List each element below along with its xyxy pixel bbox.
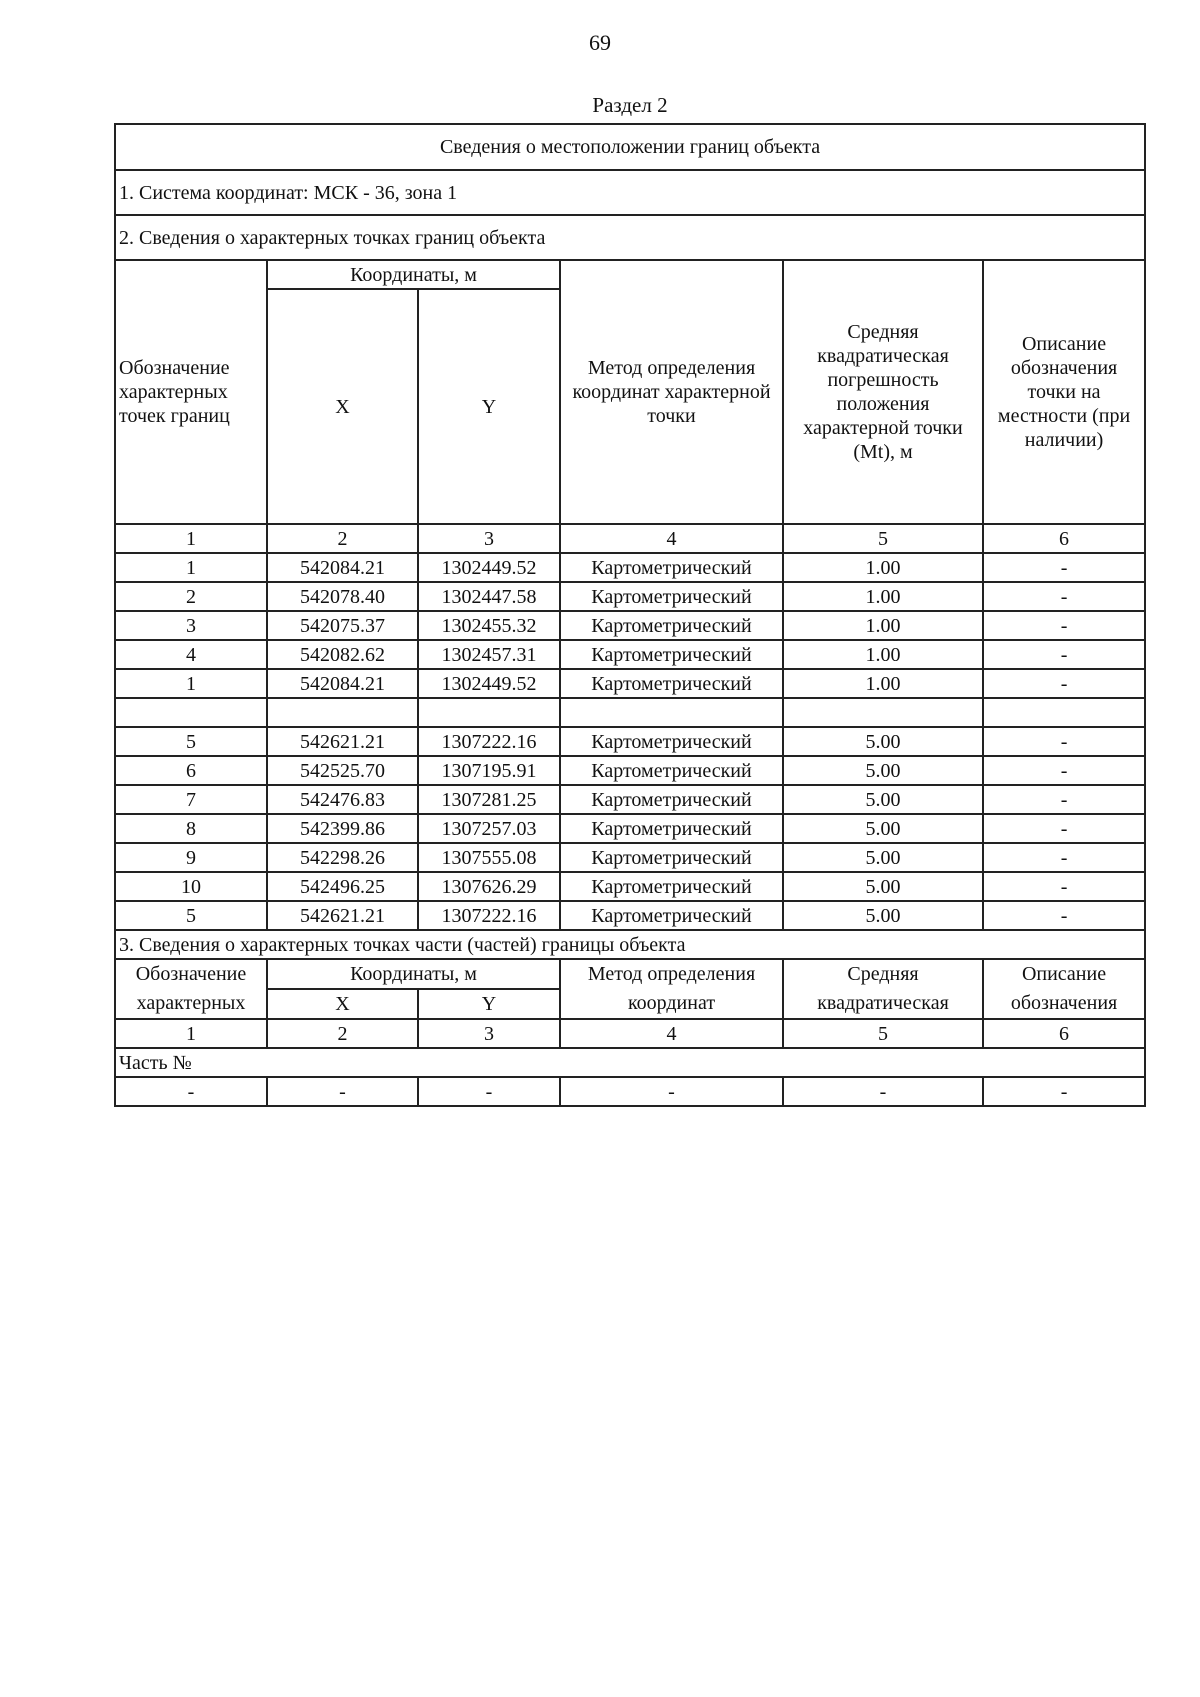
cell-2: 542075.37 <box>267 611 418 640</box>
cell-6: - <box>983 640 1145 669</box>
cell-2: 542525.70 <box>267 756 418 785</box>
cell-1: 1 <box>115 553 267 582</box>
header-error: Средняя квадратическая погрешность положения характерной точки (Mt), м <box>783 260 983 524</box>
cell-1: 2 <box>115 582 267 611</box>
table-row <box>115 785 1145 814</box>
cell-2 <box>267 698 418 727</box>
header-description: Описание обозначения точки на местности (при наличии) <box>983 260 1145 524</box>
cell-2: 542078.40 <box>267 582 418 611</box>
table-row <box>115 640 1145 669</box>
cell-5: 1.00 <box>783 582 983 611</box>
cell-4: Картометрический <box>560 756 783 785</box>
column-numbers-row <box>115 524 1145 553</box>
cell-2: 542399.86 <box>267 814 418 843</box>
cell-3 <box>418 698 560 727</box>
cell-2: 542496.25 <box>267 872 418 901</box>
header-coordinates: Координаты, м <box>267 260 560 289</box>
part-cell-4: - <box>560 1077 783 1106</box>
part-cell-6: - <box>983 1077 1145 1106</box>
parts-header-error: Средняя квадратическая <box>783 959 983 1019</box>
cell-1: 5 <box>115 901 267 930</box>
cell-3: 1307555.08 <box>418 843 560 872</box>
part-label: Часть № <box>115 1048 1145 1077</box>
cell-3: 1307195.91 <box>418 756 560 785</box>
cell-1: 4 <box>115 640 267 669</box>
cell-6: - <box>983 611 1145 640</box>
column-number-2: 2 <box>267 524 418 553</box>
boundary-table <box>114 123 1146 1107</box>
cell-4: Картометрический <box>560 872 783 901</box>
parts-column-number-3: 3 <box>418 1019 560 1048</box>
cell-3: 1307626.29 <box>418 872 560 901</box>
table-row <box>115 814 1145 843</box>
cell-1: 3 <box>115 611 267 640</box>
cell-2: 542621.21 <box>267 727 418 756</box>
parts-header-coordinates: Координаты, м <box>267 959 560 989</box>
cell-2: 542084.21 <box>267 553 418 582</box>
parts-header-method: Метод определения координат <box>560 959 783 1019</box>
cell-5: 5.00 <box>783 727 983 756</box>
section-points-heading: 2. Сведения о характерных точках границ объекта <box>115 215 1145 260</box>
part-row <box>115 1077 1145 1106</box>
column-number-6: 6 <box>983 524 1145 553</box>
cell-4: Картометрический <box>560 727 783 756</box>
column-number-1: 1 <box>115 524 267 553</box>
cell-3: 1307257.03 <box>418 814 560 843</box>
cell-5: 5.00 <box>783 814 983 843</box>
cell-6: - <box>983 901 1145 930</box>
cell-4: Картометрический <box>560 553 783 582</box>
cell-2: 542084.21 <box>267 669 418 698</box>
cell-5: 1.00 <box>783 611 983 640</box>
cell-1: 10 <box>115 872 267 901</box>
header-method: Метод определения координат характерной точки <box>560 260 783 524</box>
header-y: Y <box>418 289 560 524</box>
cell-4: Картометрический <box>560 640 783 669</box>
parts-header-x: X <box>267 989 418 1019</box>
part-cell-2: - <box>267 1077 418 1106</box>
part-cell-5: - <box>783 1077 983 1106</box>
table-row <box>115 843 1145 872</box>
cell-4 <box>560 698 783 727</box>
cell-2: 542298.26 <box>267 843 418 872</box>
cell-4: Картометрический <box>560 582 783 611</box>
cell-4: Картометрический <box>560 901 783 930</box>
parts-column-number-5: 5 <box>783 1019 983 1048</box>
table-title: Сведения о местоположении границ объекта <box>115 124 1145 170</box>
cell-3: 1302449.52 <box>418 553 560 582</box>
column-number-3: 3 <box>418 524 560 553</box>
parts-header-description: Описание обозначения <box>983 959 1145 1019</box>
table-row <box>115 698 1145 727</box>
cell-6: - <box>983 669 1145 698</box>
cell-3: 1307281.25 <box>418 785 560 814</box>
cell-5: 5.00 <box>783 785 983 814</box>
cell-4: Картометрический <box>560 611 783 640</box>
cell-6 <box>983 698 1145 727</box>
cell-6: - <box>983 843 1145 872</box>
table-row <box>115 582 1145 611</box>
cell-5: 5.00 <box>783 756 983 785</box>
cell-5: 5.00 <box>783 901 983 930</box>
part-cell-3: - <box>418 1077 560 1106</box>
table-row <box>115 553 1145 582</box>
cell-6: - <box>983 727 1145 756</box>
column-number-4: 4 <box>560 524 783 553</box>
cell-2: 542476.83 <box>267 785 418 814</box>
cell-2: 542082.62 <box>267 640 418 669</box>
parts-column-number-6: 6 <box>983 1019 1145 1048</box>
cell-2: 542621.21 <box>267 901 418 930</box>
parts-column-number-1: 1 <box>115 1019 267 1048</box>
cell-3: 1302447.58 <box>418 582 560 611</box>
header-x: X <box>267 289 418 524</box>
cell-1 <box>115 698 267 727</box>
parts-column-number-4: 4 <box>560 1019 783 1048</box>
coordinate-system: 1. Система координат: МСК - 36, зона 1 <box>115 170 1145 215</box>
cell-4: Картометрический <box>560 669 783 698</box>
cell-3: 1302455.32 <box>418 611 560 640</box>
cell-3: 1302449.52 <box>418 669 560 698</box>
table-row <box>115 669 1145 698</box>
cell-3: 1302457.31 <box>418 640 560 669</box>
parts-header-y: Y <box>418 989 560 1019</box>
cell-1: 8 <box>115 814 267 843</box>
table-row <box>115 727 1145 756</box>
cell-6: - <box>983 553 1145 582</box>
cell-5 <box>783 698 983 727</box>
cell-1: 1 <box>115 669 267 698</box>
cell-6: - <box>983 582 1145 611</box>
table-row <box>115 901 1145 930</box>
cell-1: 7 <box>115 785 267 814</box>
section-parts-heading: 3. Сведения о характерных точках части (частей) границы объекта <box>115 930 1145 959</box>
cell-1: 5 <box>115 727 267 756</box>
header-designation: Обозначение характерных точек границ <box>115 260 267 524</box>
column-number-5: 5 <box>783 524 983 553</box>
page-number: 69 <box>589 30 611 55</box>
parts-column-numbers-row <box>115 1019 1145 1048</box>
cell-4: Картометрический <box>560 814 783 843</box>
cell-5: 5.00 <box>783 872 983 901</box>
cell-5: 5.00 <box>783 843 983 872</box>
cell-4: Картометрический <box>560 843 783 872</box>
part-cell-1: - <box>115 1077 267 1106</box>
cell-3: 1307222.16 <box>418 901 560 930</box>
cell-3: 1307222.16 <box>418 727 560 756</box>
cell-4: Картометрический <box>560 785 783 814</box>
cell-5: 1.00 <box>783 669 983 698</box>
section-title: Раздел 2 <box>592 93 668 117</box>
cell-1: 9 <box>115 843 267 872</box>
parts-column-number-2: 2 <box>267 1019 418 1048</box>
cell-5: 1.00 <box>783 640 983 669</box>
cell-6: - <box>983 785 1145 814</box>
cell-6: - <box>983 814 1145 843</box>
table-row <box>115 872 1145 901</box>
table-row <box>115 611 1145 640</box>
parts-header-designation: Обозначение характерных <box>115 959 267 1019</box>
cell-5: 1.00 <box>783 553 983 582</box>
cell-6: - <box>983 872 1145 901</box>
cell-6: - <box>983 756 1145 785</box>
table-row <box>115 756 1145 785</box>
cell-1: 6 <box>115 756 267 785</box>
